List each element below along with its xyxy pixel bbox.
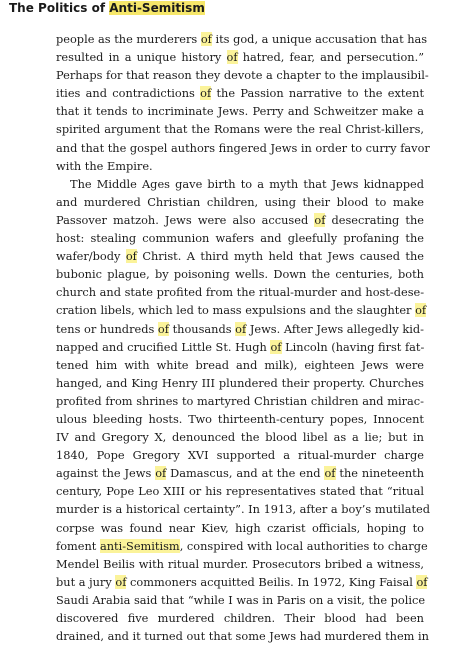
text-segment: that it tends to incriminate Jews. Perry and Schweitzer make a [56,104,424,119]
highlighted-text: of [155,466,167,481]
text-line [56,265,424,283]
text-segment: and that the gospel authors fingered Jews in order to curry favor [56,140,430,155]
text-segment: desecrating the [325,212,424,227]
text-segment: wafer/body [56,249,126,264]
text-segment: discovered five murdered children. Their blood had been [56,611,424,625]
text-segment: with the Empire. [56,158,153,173]
running-header-title: The Politics [9,1,88,15]
text-segment: Passover matzoh. Jews were also accused [56,212,315,227]
text-line [56,482,424,500]
text-segment: thousands [168,321,236,336]
body-text [56,30,430,645]
text-line [56,627,429,645]
text-line [56,301,427,319]
text-segment: foment [56,538,100,553]
text-segment: the Passion narrative to the extent [211,86,424,101]
text-line [56,356,424,374]
text-segment: bubonic plague, by poisoning wells. Down the centuries, both [56,267,424,282]
text-line [56,410,424,428]
text-line [56,283,424,301]
text-segment: the nineteenth [335,466,424,481]
text-line [56,175,424,193]
text-segment: napped and crucified Little St. Hugh [56,339,271,354]
text-segment: profited from shrines to martyred Christian children and mirac- [56,393,424,408]
text-line [56,139,430,157]
text-segment: ulous bleeding hosts. Two thirteenth-century popes, Innocent [56,411,424,426]
text-segment: , conspired with local authorities to charge [179,538,428,553]
text-line [56,519,424,537]
text-segment: host: stealing communion wafers and gleefully profaning the [56,231,424,246]
text-line [56,446,424,464]
highlighted-text: anti-Semitism [99,538,180,553]
text-segment: spirited argument that the Romans were the real Christ-killers, [56,122,424,137]
text-segment: Mendel Beilis with ritual murder. Prosecutors bribed a witness, [56,556,424,571]
text-line [56,464,424,482]
highlighted-text: of [157,321,169,336]
text-line [56,320,424,338]
text-segment: The Middle Ages gave birth to a myth that Jews kidnapped [70,176,424,191]
text-segment: hatred, fear, and persecution.” [237,50,424,65]
highlighted-text: of [314,212,326,227]
text-segment: 1840, Pope Gregory XVI supported a ritual-murder charge [56,448,424,463]
text-segment: cration libels, which led to mass expulsions and the slaughter [56,303,416,318]
text-segment: but a jury [56,574,116,589]
text-line [56,229,424,247]
text-segment: Saudi Arabia said that “while I was in Paris on a visit, the police [56,592,426,607]
text-line [56,247,424,265]
text-line [56,500,430,518]
text-line [56,428,424,446]
text-segment: its god, a unique accusation that has [211,32,428,46]
text-line [56,66,429,84]
text-line [56,338,424,356]
highlighted-text: of [125,249,137,264]
text-line [56,84,424,102]
text-segment: Perhaps for that reason they devote a chapter to the implausibil- [56,68,429,83]
text-segment: tened him with white bread and milk), eighteen Jews were [56,357,424,372]
text-line [56,120,424,138]
text-line [56,193,424,211]
text-segment: murder is a historical certainty”. In 1913, after a boy’s mutilated [56,502,430,517]
running-header-connector: of [91,1,106,15]
text-segment: drained, and it turned out that some Jews had murdered them in [56,629,429,644]
text-line [56,537,428,555]
text-line [56,30,428,48]
running-header [9,1,205,15]
text-line [56,591,424,609]
text-line [56,609,424,627]
text-line [56,374,424,392]
text-segment: century, Pope Leo XIII or his representatives stated that “ritual [56,484,424,499]
text-line [56,392,424,410]
running-header-highlight: Anti-Semitism [109,1,205,15]
text-line [56,573,428,591]
text-segment: commoners acquitted Beilis. In 1972, King Faisal [126,574,417,589]
text-segment: IV and Gregory X, denounced the blood libel as a lie; but in [56,430,424,445]
text-line [56,102,424,120]
text-segment: against the Jews [56,466,156,481]
text-line [56,211,424,229]
text-segment: Damascus, and at the end [166,466,325,481]
text-segment: tens or hundreds [56,321,158,336]
highlighted-text: of [226,50,238,65]
text-segment: ities and contradictions [56,86,201,101]
highlighted-text: of [235,321,247,336]
highlighted-text: of [200,86,212,101]
text-segment: people as the murderers [56,32,201,46]
highlighted-text: of [415,303,427,318]
highlighted-text: of [270,339,282,354]
text-segment: hanged, and King Henry III plundered their property. Churches [56,375,424,390]
text-segment: corpse was found near Kiev, high czarist officials, hoping to [56,520,424,535]
text-segment: Jews. After Jews allegedly kid- [246,321,424,336]
highlighted-text: of [200,32,212,46]
text-segment: and murdered Christian children, using their blood to make [56,194,424,209]
text-segment: Lincoln (having first fat- [281,339,425,354]
text-line [56,157,424,175]
text-line [56,555,424,573]
text-segment: resulted in a unique history [56,50,227,65]
highlighted-text: of [324,466,336,481]
highlighted-text: of [115,574,127,589]
text-line [56,48,424,66]
text-segment: church and state profited from the ritual-murder and host-dese- [56,285,425,300]
text-segment: Christ. A third myth held that Jews caused the [136,249,424,264]
highlighted-text: of [416,574,428,589]
